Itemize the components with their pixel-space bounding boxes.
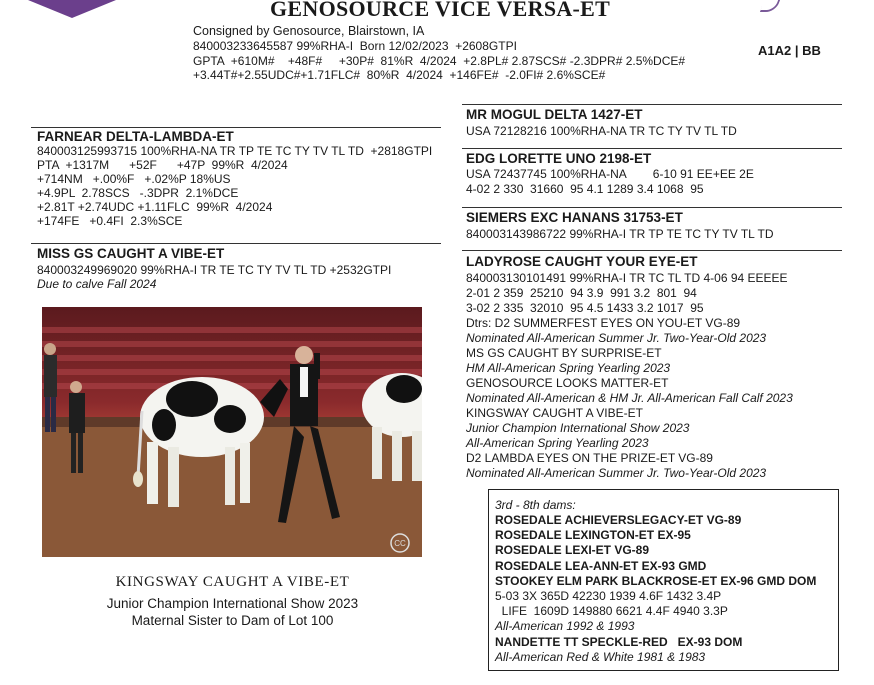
photo-caption-line-2: Maternal Sister to Dam of Lot 100 (131, 613, 334, 628)
edg-record-line: 4-02 2 330 31660 95 4.1 1289 3.4 1068 95 (466, 182, 704, 196)
header-gpta-line: GPTA +610M# +48F# +30P# 81%R 4/2024 +2.8PL# 2.87SCS# -2.3DPR# 2.5%DCE# (193, 54, 686, 68)
ladyrose-detail-line: GENOSOURCE LOOKS MATTER-ET (466, 376, 669, 390)
ladyrose-detail-line: D2 LAMBDA EYES ON THE PRIZE-ET VG-89 (466, 451, 713, 465)
genetic-badge: A1A2 | BB (758, 43, 821, 58)
show-photo (42, 307, 422, 557)
dams-box (488, 489, 839, 671)
photo-caption-title: KINGSWAY CAUGHT A VIBE-ET (115, 574, 350, 590)
sire-detail-line: 840003125993715 100%RHA-NA TR TP TE TC TY TV TL TD +2818GTPI (37, 144, 433, 158)
dam-ancestor-name: ROSEDALE ACHIEVERSLEGACY-ET VG-89 (495, 513, 742, 527)
sire-detail-line: +4.9PL 2.78SCS -.3DPR 2.1%DCE (37, 186, 239, 200)
dam-id-line: 840003249969020 99%RHA-I TR TE TC TY TV TL TD +2532GTPI (37, 263, 392, 277)
sire-detail-line: PTA +1317M +52F +47P 99%R 4/2024 (37, 158, 288, 172)
ladyrose-award-line: All-American Spring Yearling 2023 (466, 436, 649, 450)
ladyrose-detail-line: MS GS CAUGHT BY SURPRISE-ET (466, 346, 662, 360)
ladyrose-award-line: Junior Champion International Show 2023 (466, 421, 690, 435)
dam-ancestor-name: ROSEDALE LEA-ANN-ET EX-93 GMD (495, 558, 707, 573)
dam-ancestor-detail: LIFE 1609D 149880 6621 4.4F 4940 3.3P (495, 604, 728, 619)
show-ring-illustration (42, 307, 422, 557)
mogul-separator (462, 104, 842, 105)
dam-separator (31, 243, 441, 244)
photo-caption-line-1: Junior Champion International Show 2023 (106, 596, 359, 611)
dams-heading: 3rd - 8th dams: (495, 498, 576, 512)
dam-ancestor-detail: 5-03 3X 365D 42230 1939 4.6F 1432 3.4P (495, 589, 722, 604)
sire-detail-line: +714NM +.00%F +.02%P 18%US (37, 172, 231, 186)
siemers-name: SIEMERS EXC HANANS 31753-ET (466, 210, 683, 225)
purple-corner-decoration (28, 0, 116, 18)
sire-separator (31, 127, 441, 128)
dam-calving-note: Due to calve Fall 2024 (37, 277, 157, 291)
siemers-id-line: 840003143986722 99%RHA-I TR TP TE TC TY TV TL TD (466, 227, 774, 241)
sire-detail-line: +174FE +0.4FI 2.3%SCE (37, 214, 183, 228)
lot-title: GENOSOURCE VICE VERSA-ET (270, 0, 611, 21)
ladyrose-detail-line: 2-01 2 359 25210 94 3.9 991 3.2 801 94 (466, 286, 697, 300)
header-id-line: 840003233645587 99%RHA-I Born 12/02/2023 +2608GTPI (193, 39, 517, 53)
ladyrose-detail-line: Dtrs: D2 SUMMERFEST EYES ON YOU-ET VG-89 (466, 316, 741, 330)
ladyrose-award-line: HM All-American Spring Yearling 2023 (466, 361, 671, 375)
dam-ancestor-name: STOOKEY ELM PARK BLACKROSE-ET EX-96 GMD DOM (495, 573, 817, 588)
dam-ancestor-name: ROSEDALE LEXINGTON-ET EX-95 (495, 528, 691, 543)
sire-detail-line: +2.81T +2.74UDC +1.11FLC 99%R 4/2024 (37, 200, 273, 214)
photographer-logo-text: CC (394, 539, 406, 548)
ladyrose-name: LADYROSE CAUGHT YOUR EYE-ET (466, 254, 698, 269)
ladyrose-award-line: Nominated All-American Summer Jr. Two-Year-Old 2023 (466, 466, 767, 480)
edg-name: EDG LORETTE UNO 2198-ET (466, 151, 652, 166)
dam-ancestor-name: ROSEDALE LEXI-ET VG-89 (495, 543, 650, 558)
ladyrose-award-line: Nominated All-American & HM Jr. All-American Fall Calf 2023 (466, 391, 793, 405)
ladyrose-separator (462, 250, 842, 251)
edg-separator (462, 148, 842, 149)
mogul-name: MR MOGUL DELTA 1427-ET (466, 107, 643, 122)
ladyrose-detail-line: 3-02 2 335 32010 95 4.5 1433 3.2 1017 95 (466, 301, 704, 315)
consigned-by: Consigned by Genosource, Blairstown, IA (193, 24, 425, 38)
arena-seats (42, 327, 422, 389)
dam-ancestor-detail: All-American Red & White 1981 & 1983 (495, 649, 706, 664)
mogul-id-line: USA 72128216 100%RHA-NA TR TC TY TV TL TD (466, 124, 737, 138)
edg-id-line: USA 72437745 100%RHA-NA 6-10 91 EE+EE 2E (466, 167, 754, 181)
dam-name: MISS GS CAUGHT A VIBE-ET (37, 246, 225, 261)
ladyrose-award-line: Nominated All-American Summer Jr. Two-Year-Old 2023 (466, 331, 767, 345)
siemers-separator (462, 207, 842, 208)
ladyrose-detail-line: 840003130101491 99%RHA-I TR TC TL TD 4-06 94 EEEEE (466, 271, 788, 285)
header-type-line: +3.44T#+2.55UDC#+1.71FLC# 80%R 4/2024 +146FE# -2.0FI# 2.6%SCE# (193, 68, 606, 82)
ladyrose-detail-line: KINGSWAY CAUGHT A VIBE-ET (466, 406, 643, 420)
sire-details (37, 144, 432, 228)
ladyrose-details (466, 271, 793, 481)
logo-swash (760, 0, 780, 12)
dam-ancestor-name: NANDETTE TT SPECKLE-RED EX-93 DOM (495, 634, 743, 649)
dam-ancestor-detail: All-American 1992 & 1993 (495, 619, 635, 634)
sire-name: FARNEAR DELTA-LAMBDA-ET (37, 129, 234, 144)
dams-list (495, 498, 816, 665)
